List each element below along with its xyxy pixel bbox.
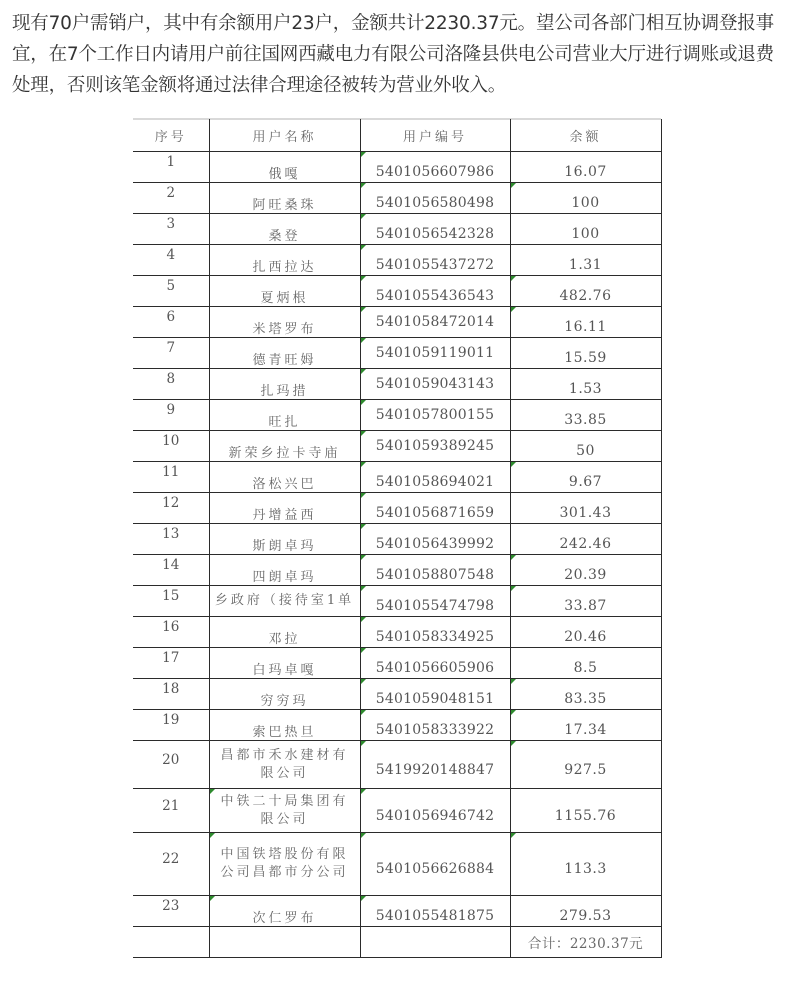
row-user-name: 白玛卓嘎 <box>252 662 317 678</box>
row-user-name: 米塔罗布 <box>252 321 317 337</box>
row-user-id: 5401056605906 <box>375 660 495 676</box>
row-index-cell <box>133 214 209 245</box>
row-user-name-cell <box>209 400 360 431</box>
row-user-id-cell <box>360 617 510 648</box>
green-comment-marker-icon <box>361 741 366 746</box>
row-balance: 17.34 <box>564 722 607 738</box>
row-index: 18 <box>162 681 180 697</box>
green-comment-marker-icon <box>361 462 366 467</box>
green-comment-marker-icon <box>361 183 366 188</box>
row-user-name: 次仁罗布 <box>252 910 317 926</box>
row-user-name: 昌都市禾水建材有限公司 <box>220 747 349 781</box>
row-balance-cell <box>510 431 661 462</box>
row-balance: 279.53 <box>559 908 612 924</box>
row-balance-cell <box>510 183 661 214</box>
row-index: 2 <box>166 185 176 201</box>
row-index-cell <box>133 369 209 400</box>
row-index: 10 <box>162 433 180 449</box>
green-comment-marker-icon <box>210 833 215 838</box>
row-balance-cell <box>510 710 661 741</box>
green-comment-marker-icon <box>361 679 366 684</box>
table-row <box>133 741 661 789</box>
row-user-id-cell <box>360 789 510 833</box>
green-comment-marker-icon <box>511 555 516 560</box>
total-empty-cell <box>360 927 510 958</box>
row-user-name-cell <box>209 493 360 524</box>
row-user-name: 索巴热旦 <box>252 724 317 740</box>
row-index-cell <box>133 833 209 896</box>
row-balance: 927.5 <box>564 761 607 778</box>
table-row <box>133 617 661 648</box>
row-user-id-cell <box>360 741 510 789</box>
green-comment-marker-icon <box>361 710 366 715</box>
green-comment-marker-icon <box>361 586 366 591</box>
row-index-cell <box>133 183 209 214</box>
row-index: 17 <box>162 650 180 666</box>
green-comment-marker-icon <box>361 833 366 838</box>
row-index-cell <box>133 245 209 276</box>
green-comment-marker-icon <box>210 789 215 794</box>
row-user-name-cell <box>209 555 360 586</box>
row-index: 1 <box>166 154 176 170</box>
row-balance: 16.07 <box>564 164 607 180</box>
row-balance: 1155.76 <box>554 807 617 824</box>
row-balance: 100 <box>571 195 600 211</box>
row-index-cell <box>133 152 209 183</box>
row-index-cell <box>133 741 209 789</box>
row-user-id-cell <box>360 338 510 369</box>
row-balance: 8.5 <box>573 660 598 676</box>
row-user-name: 桑登 <box>268 228 301 244</box>
row-user-name: 斯朗卓玛 <box>252 538 317 554</box>
row-user-name: 四朗卓玛 <box>252 569 317 585</box>
table-row <box>133 214 661 245</box>
row-user-id: 5401059048151 <box>375 691 495 707</box>
row-index: 5 <box>166 278 176 294</box>
row-user-id-cell <box>360 493 510 524</box>
green-comment-marker-icon <box>511 183 516 188</box>
green-comment-marker-icon <box>511 679 516 684</box>
row-user-name: 中铁二十局集团有限公司 <box>220 793 349 827</box>
green-comment-marker-icon <box>361 214 366 219</box>
row-user-id: 5401058334925 <box>375 629 495 645</box>
row-balance-cell <box>510 307 661 338</box>
green-comment-marker-icon <box>511 307 516 312</box>
green-comment-marker-icon <box>511 710 516 715</box>
row-index-cell <box>133 586 209 617</box>
row-user-id-cell <box>360 245 510 276</box>
row-balance-cell <box>510 555 661 586</box>
row-user-id: 5401059119011 <box>375 345 495 361</box>
table-row <box>133 400 661 431</box>
table-row <box>133 245 661 276</box>
green-comment-marker-icon <box>511 462 516 467</box>
row-index: 23 <box>162 898 180 914</box>
row-balance-cell <box>510 493 661 524</box>
row-balance-cell <box>510 276 661 307</box>
row-user-name: 阿旺桑珠 <box>252 197 317 213</box>
row-balance: 1.31 <box>568 257 603 273</box>
row-user-name-cell <box>209 586 360 617</box>
row-user-id: 5401057800155 <box>375 407 495 423</box>
row-user-id: 5401055474798 <box>375 598 495 614</box>
row-balance-cell <box>510 789 661 833</box>
table-total-row <box>133 927 661 958</box>
row-user-name-cell <box>209 617 360 648</box>
row-user-name: 穷穷玛 <box>260 693 309 709</box>
row-user-name-cell <box>209 679 360 710</box>
row-user-name: 丹增益西 <box>252 507 317 523</box>
row-user-id-cell <box>360 369 510 400</box>
table-row <box>133 183 661 214</box>
row-user-name: 新荣乡拉卡寺庙 <box>228 445 341 461</box>
row-balance-cell <box>510 524 661 555</box>
row-user-id: 5401059043143 <box>375 376 495 392</box>
row-user-name-cell <box>209 524 360 555</box>
row-user-name-cell <box>209 245 360 276</box>
row-user-id: 5401055437272 <box>375 257 495 273</box>
green-comment-marker-icon <box>511 586 516 591</box>
table-row <box>133 555 661 586</box>
table-row <box>133 896 661 927</box>
green-comment-marker-icon <box>361 789 366 794</box>
row-balance-cell <box>510 679 661 710</box>
row-index: 22 <box>162 851 180 867</box>
row-user-name-cell <box>209 741 360 789</box>
row-balance: 20.39 <box>564 567 607 583</box>
row-user-id: 5401055481875 <box>375 908 495 924</box>
row-user-id: 5401055436543 <box>375 288 495 304</box>
header-balance: 余额 <box>510 119 661 152</box>
row-user-id-cell <box>360 648 510 679</box>
row-balance-cell <box>510 369 661 400</box>
row-balance: 482.76 <box>559 288 612 304</box>
green-comment-marker-icon <box>361 338 366 343</box>
row-user-id-cell <box>360 896 510 927</box>
table-row <box>133 307 661 338</box>
table-row <box>133 833 661 896</box>
row-index-cell <box>133 400 209 431</box>
row-user-name-cell <box>209 214 360 245</box>
green-comment-marker-icon <box>361 896 366 901</box>
row-index: 15 <box>162 588 180 604</box>
table-body <box>133 152 661 958</box>
row-balance-cell <box>510 152 661 183</box>
header-user-name: 用户名称 <box>209 119 360 152</box>
row-index-cell <box>133 710 209 741</box>
row-balance: 113.3 <box>564 861 607 877</box>
row-index-cell <box>133 896 209 927</box>
row-user-id-cell <box>360 833 510 896</box>
row-balance: 33.85 <box>564 412 607 428</box>
green-comment-marker-icon <box>361 307 366 312</box>
row-balance-cell <box>510 833 661 896</box>
row-index-cell <box>133 679 209 710</box>
row-user-id-cell <box>360 214 510 245</box>
row-index-cell <box>133 307 209 338</box>
row-balance: 9.67 <box>568 474 603 490</box>
row-user-id: 5401058472014 <box>375 314 495 330</box>
table-row <box>133 789 661 833</box>
row-user-name-cell <box>209 369 360 400</box>
green-comment-marker-icon <box>511 741 516 746</box>
row-index-cell <box>133 648 209 679</box>
row-index: 3 <box>166 216 176 232</box>
green-comment-marker-icon <box>511 833 516 838</box>
row-index: 20 <box>162 751 180 768</box>
row-index: 16 <box>162 619 180 635</box>
table-row <box>133 586 661 617</box>
row-user-name: 旺扎 <box>268 414 301 430</box>
row-index: 21 <box>162 797 180 814</box>
green-comment-marker-icon <box>511 276 516 281</box>
green-comment-marker-icon <box>361 617 366 622</box>
row-user-id-cell <box>360 710 510 741</box>
intro-paragraph: 现有70户需销户，其中有余额用户23户，金额共计2230.37元。望公司各部门相互协调登报事宜，在7个工作日内请用户前往国网西藏电力有限公司洛隆县供电公司营业大厅进行调账或退费处理，否则该笔金额将通过法律合理途径被转为营业外收入。 <box>12 13 774 96</box>
row-balance: 100 <box>571 226 600 242</box>
total-empty-cell <box>209 927 360 958</box>
row-user-id: 5401056607986 <box>375 164 495 180</box>
row-user-name: 德青旺姆 <box>252 352 317 368</box>
row-index-cell <box>133 617 209 648</box>
row-balance-cell <box>510 617 661 648</box>
row-index-cell <box>133 431 209 462</box>
row-user-id-cell <box>360 431 510 462</box>
row-user-id: 5401056626884 <box>375 861 495 877</box>
row-user-id: 5419920148847 <box>375 761 495 778</box>
row-user-id-cell <box>360 586 510 617</box>
row-balance: 83.35 <box>564 691 607 707</box>
row-user-id-cell <box>360 276 510 307</box>
total-empty-cell <box>133 927 209 958</box>
table-row <box>133 524 661 555</box>
row-index: 7 <box>166 340 176 356</box>
row-balance-cell <box>510 896 661 927</box>
row-user-name-cell <box>209 338 360 369</box>
table-row <box>133 679 661 710</box>
table-row <box>133 710 661 741</box>
green-comment-marker-icon <box>361 524 366 529</box>
green-comment-marker-icon <box>361 369 366 374</box>
row-index-cell <box>133 276 209 307</box>
row-user-id-cell <box>360 462 510 493</box>
row-index-cell <box>133 555 209 586</box>
row-index: 11 <box>162 464 180 480</box>
row-balance: 301.43 <box>559 505 612 521</box>
table-row <box>133 152 661 183</box>
row-user-id: 5401058333922 <box>375 722 495 738</box>
row-user-name-cell <box>209 789 360 833</box>
row-user-id-cell <box>360 400 510 431</box>
row-user-name-cell <box>209 896 360 927</box>
total-amount-label: 合计：2230.37元 <box>527 936 644 952</box>
row-balance-cell <box>510 245 661 276</box>
row-user-name: 夏炳根 <box>260 290 309 306</box>
green-comment-marker-icon <box>361 152 366 157</box>
row-user-name-cell <box>209 710 360 741</box>
table-row <box>133 276 661 307</box>
green-comment-marker-icon <box>361 245 366 250</box>
row-balance-cell <box>510 586 661 617</box>
row-index: 14 <box>162 557 180 573</box>
row-balance: 50 <box>576 443 595 459</box>
header-index: 序号 <box>133 119 209 152</box>
row-user-id-cell <box>360 679 510 710</box>
row-balance: 15.59 <box>564 350 607 366</box>
row-user-id-cell <box>360 183 510 214</box>
green-comment-marker-icon <box>361 431 366 436</box>
green-comment-marker-icon <box>361 648 366 653</box>
row-user-name-cell <box>209 648 360 679</box>
row-index: 6 <box>166 309 176 325</box>
table-row <box>133 369 661 400</box>
row-user-name: 扎玛措 <box>260 383 309 399</box>
row-user-name-cell <box>209 431 360 462</box>
total-cell <box>510 927 661 958</box>
row-balance-cell <box>510 462 661 493</box>
table-row <box>133 431 661 462</box>
row-user-id: 5401058694021 <box>375 474 495 490</box>
row-user-id: 5401056439992 <box>375 536 495 552</box>
row-balance: 242.46 <box>559 536 612 552</box>
table-row <box>133 338 661 369</box>
row-index: 13 <box>162 526 180 542</box>
table-header-row <box>133 119 661 152</box>
row-index: 12 <box>162 495 180 511</box>
row-user-id: 5401056871659 <box>375 505 495 521</box>
account-balance-table <box>133 119 662 958</box>
row-user-id-cell <box>360 555 510 586</box>
row-balance-cell <box>510 400 661 431</box>
row-user-name-cell <box>209 152 360 183</box>
green-comment-marker-icon <box>361 276 366 281</box>
row-user-id: 5401056946742 <box>375 807 495 824</box>
row-user-id: 5401058807548 <box>375 567 495 583</box>
row-index-cell <box>133 789 209 833</box>
row-index-cell <box>133 338 209 369</box>
row-user-name: 洛松兴巴 <box>252 476 317 492</box>
row-user-name-cell <box>209 307 360 338</box>
green-comment-marker-icon <box>361 555 366 560</box>
row-user-id: 5401056542328 <box>375 226 495 242</box>
table-row <box>133 493 661 524</box>
row-user-name-cell <box>209 183 360 214</box>
table-row <box>133 462 661 493</box>
row-balance-cell <box>510 338 661 369</box>
green-comment-marker-icon <box>361 493 366 498</box>
table-row <box>133 648 661 679</box>
row-user-name-cell <box>209 833 360 896</box>
row-balance-cell <box>510 648 661 679</box>
row-balance-cell <box>510 741 661 789</box>
row-balance: 20.46 <box>564 629 607 645</box>
row-balance-cell <box>510 214 661 245</box>
row-user-name: 邓拉 <box>268 631 301 647</box>
row-user-name-cell <box>209 462 360 493</box>
green-comment-marker-icon <box>210 896 215 901</box>
row-index-cell <box>133 493 209 524</box>
row-user-id: 5401056580498 <box>375 195 495 211</box>
row-index-cell <box>133 462 209 493</box>
row-user-name-cell <box>209 276 360 307</box>
row-balance: 1.53 <box>568 381 603 397</box>
row-balance: 33.87 <box>564 598 607 614</box>
row-user-id-cell <box>360 152 510 183</box>
green-comment-marker-icon <box>361 400 366 405</box>
header-user-id: 用户编号 <box>360 119 510 152</box>
row-user-name: 俄嘎 <box>268 166 301 182</box>
row-user-id: 5401059389245 <box>375 438 495 454</box>
row-user-name: 扎西拉达 <box>252 259 317 275</box>
row-user-name: 乡政府（接待室1单 <box>214 593 355 608</box>
row-user-id-cell <box>360 524 510 555</box>
row-index: 19 <box>162 712 180 728</box>
row-index: 8 <box>166 371 176 387</box>
row-index: 4 <box>166 247 176 263</box>
row-user-name: 中国铁塔股份有限公司昌都市分公司 <box>220 847 349 880</box>
row-index: 9 <box>166 402 176 418</box>
row-balance: 16.11 <box>564 319 607 335</box>
row-user-id-cell <box>360 307 510 338</box>
row-index-cell <box>133 524 209 555</box>
